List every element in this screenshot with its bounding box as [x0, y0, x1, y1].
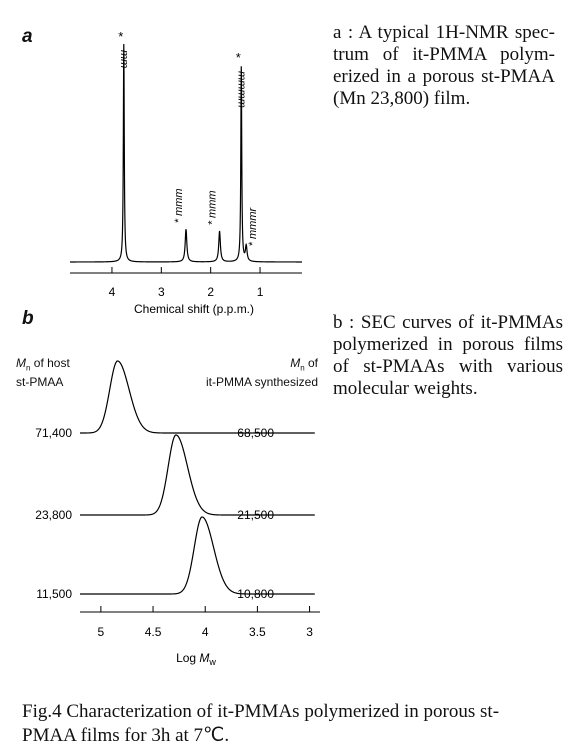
nmr-peak-marker: *: [118, 28, 124, 44]
nmr-peak-annotation: [247, 207, 259, 247]
nmr-peak-annotation: [173, 188, 185, 223]
sec-x-tick-label: 4.5: [144, 625, 162, 639]
synth-mn-var: M: [290, 356, 301, 370]
panel-b-letter: b: [22, 308, 34, 329]
sec-x-tick-label: 5: [97, 625, 105, 639]
sec-x-tick-label: 3: [306, 625, 313, 639]
nmr-peak-label: * mmmr: [247, 207, 260, 247]
sec-x-axis-label: Log $M_w$: [176, 651, 216, 667]
sec-synth-mn-label: 10,800: [237, 587, 274, 601]
host-mn-sub: n: [26, 363, 31, 373]
sec-host-mn-label: 71,400: [35, 426, 72, 440]
nmr-peak-marker: *: [235, 50, 241, 66]
panel-a-caption: a : A typical 1H-NMR spec- trum of it-PMMA polym- erized in a porous st-PMAA (Mn 23,800) film.: [333, 22, 555, 109]
nmr-chart: [70, 29, 302, 316]
sec-curve: [80, 517, 315, 594]
panel-a-letter: a: [22, 26, 33, 47]
host-mn-suffix: of host: [30, 356, 70, 370]
sec-host-mn-label: 23,800: [35, 508, 72, 522]
nmr-x-tick-label: 1: [256, 285, 264, 299]
sec-host-mn-label: 11,500: [36, 587, 72, 601]
sec-curve: [80, 435, 315, 515]
host-mn-line2: st-PMAA: [16, 375, 64, 390]
nmr-x-tick-label: 3: [157, 285, 165, 299]
sec-x-tick-label: 4: [201, 625, 209, 639]
nmr-peak-label: * mmm: [206, 190, 219, 226]
nmr-x-tick-label: 2: [207, 285, 215, 299]
synth-mn-line2: it-PMMA synthesized: [205, 375, 318, 390]
host-mn-var: M: [16, 356, 26, 370]
nmr-peak-annotation: [235, 50, 247, 108]
sec-chart: [35, 361, 320, 667]
nmr-peak-label: * mmm: [173, 188, 185, 224]
nmr-peak-label: mm: [117, 49, 130, 69]
figure-caption: Fig.4 Characterization of it-PMMAs polymerized in porous st-PMAA films for 3h at 7℃.: [22, 701, 500, 746]
nmr-x-tick-label: 4: [108, 285, 116, 299]
nmr-x-axis-label: Chemical shift (p.p.m.): [133, 302, 255, 316]
nmr-peak-label: mmmm: [235, 71, 248, 108]
nmr-peak-annotation: [207, 190, 219, 225]
sec-x-tick-label: 3.5: [249, 625, 266, 639]
panel-b-caption: b : SEC curves of it-PMMAs polymerized in porous films of st-PMAAs with various molecular weights.: [333, 312, 563, 399]
sec-curve: [80, 361, 315, 433]
synth-mn-suffix: of: [304, 356, 318, 370]
nmr-spectrum-line: [70, 44, 302, 262]
sec-synth-mn-label: 68,500: [237, 426, 274, 440]
synth-mn-sub: n: [300, 363, 305, 373]
sec-synth-mn-label: 21,500: [237, 508, 274, 522]
